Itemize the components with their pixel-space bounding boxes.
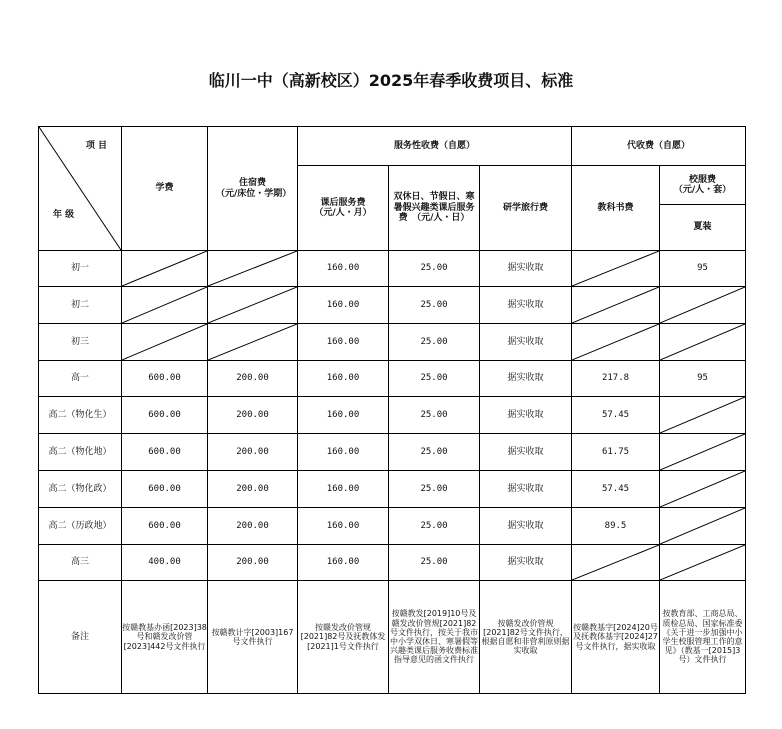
holiday-fee-cell: 25.00 [389, 324, 480, 361]
lodging-cell: 200.00 [208, 361, 298, 397]
textbook-header: 教科书费 [572, 166, 660, 251]
agency-fee-group-header: 代收费（自愿） [572, 127, 746, 166]
empty-cell-slash [572, 324, 659, 360]
after-school-fee-cell: 160.00 [298, 471, 389, 508]
after-school-fee-cell: 160.00 [298, 434, 389, 471]
tuition-cell: 600.00 [122, 508, 208, 545]
tuition-cell: 600.00 [122, 471, 208, 508]
tuition-cell: 600.00 [122, 397, 208, 434]
tuition-cell [122, 251, 208, 287]
empty-cell-slash [208, 324, 297, 360]
holiday-fee-cell: 25.00 [389, 287, 480, 324]
empty-cell-slash [208, 251, 297, 286]
study-trip-cell: 据实收取 [480, 324, 572, 361]
textbook-fee-cell [572, 287, 660, 324]
table-row [39, 287, 746, 324]
empty-cell-slash [660, 287, 745, 323]
textbook-fee-cell [572, 324, 660, 361]
table-row [39, 434, 746, 471]
table-row [39, 471, 746, 508]
holiday-fee-cell: 25.00 [389, 251, 480, 287]
after-school-remark: 按赣发改价管规[2021]82号及抚教体发[2021]1号文件执行 [298, 581, 389, 694]
holiday-fee-cell: 25.00 [389, 471, 480, 508]
textbook-fee-cell [572, 251, 660, 287]
study-trip-header: 研学旅行费 [480, 166, 572, 251]
after-school-fee-cell: 160.00 [298, 545, 389, 581]
tuition-cell: 600.00 [122, 434, 208, 471]
uniform-fee-cell: 95 [660, 251, 746, 287]
grade-cell: 高二（物化地） [39, 434, 122, 471]
study-trip-remark: 按赣发改价管规[2021]82号文件执行，根据自愿和非营利原则据实收取 [480, 581, 572, 694]
study-trip-cell: 据实收取 [480, 397, 572, 434]
after-school-fee-header: 课后服务费 （元/人・月） [298, 166, 389, 251]
textbook-fee-cell: 89.5 [572, 508, 660, 545]
empty-cell-slash [660, 397, 745, 433]
empty-cell-slash [660, 471, 745, 507]
corner-diagonal-line [39, 127, 121, 250]
lodging-cell [208, 324, 298, 361]
study-trip-cell: 据实收取 [480, 545, 572, 581]
lodging-cell: 200.00 [208, 397, 298, 434]
holiday-fee-cell: 25.00 [389, 361, 480, 397]
tuition-cell [122, 287, 208, 324]
after-school-fee-cell: 160.00 [298, 508, 389, 545]
empty-cell-slash [208, 287, 297, 323]
table-row [39, 361, 746, 397]
empty-cell-slash [572, 545, 659, 580]
uniform-fee-cell [660, 397, 746, 434]
study-trip-cell: 据实收取 [480, 434, 572, 471]
table-row [39, 251, 746, 287]
holiday-fee-cell: 25.00 [389, 434, 480, 471]
remarks-label: 备注 [39, 581, 122, 694]
table-row [39, 508, 746, 545]
holiday-fee-header: 双休日、节假日、寒暑假兴趣类课后服务费 （元/人・日） [389, 166, 480, 251]
textbook-fee-cell: 57.45 [572, 397, 660, 434]
grade-cell: 初三 [39, 324, 122, 361]
empty-cell-slash [572, 287, 659, 323]
textbook-fee-cell [572, 545, 660, 581]
lodging-cell: 200.00 [208, 434, 298, 471]
empty-cell-slash [572, 251, 659, 286]
study-trip-cell: 据实收取 [480, 508, 572, 545]
holiday-fee-cell: 25.00 [389, 397, 480, 434]
uniform-fee-cell [660, 508, 746, 545]
grade-cell: 初一 [39, 251, 122, 287]
after-school-fee-cell: 160.00 [298, 397, 389, 434]
fee-table [38, 126, 746, 694]
empty-cell-slash [122, 251, 207, 286]
holiday-remark: 按赣教发[2019]10号及赣发改价管规[2021]82号文件执行，按关于我市中小学双休日、寒暑假等兴趣类课后服务收费标准指导意见的函文件执行 [389, 581, 480, 694]
uniform-fee-cell [660, 434, 746, 471]
study-trip-cell: 据实收取 [480, 287, 572, 324]
after-school-fee-cell: 160.00 [298, 324, 389, 361]
study-trip-cell: 据实收取 [480, 471, 572, 508]
lodging-cell: 200.00 [208, 545, 298, 581]
grade-cell: 高二（物化政） [39, 471, 122, 508]
lodging-remark: 按赣教计字[2003]167号文件执行 [208, 581, 298, 694]
lodging-cell: 200.00 [208, 471, 298, 508]
tuition-header: 学费 [122, 127, 208, 251]
after-school-fee-cell: 160.00 [298, 361, 389, 397]
corner-grade-label: 年 级 [53, 209, 75, 220]
textbook-remark: 按赣教基字[2024]20号及抚教体基字[2024]27号文件执行，据实收取 [572, 581, 660, 694]
empty-cell-slash [122, 324, 207, 360]
uniform-fee-cell [660, 324, 746, 361]
holiday-fee-cell: 25.00 [389, 545, 480, 581]
empty-cell-slash [660, 508, 745, 544]
uniform-remark: 按教育部、工商总局、质检总局、国家标准委《关于进一步加强中小学生校服管理工作的意见》（教基一[2015]3号）文件执行 [660, 581, 746, 694]
summer-uniform-header: 夏装 [660, 205, 746, 251]
uniform-header: 校服费 （元/人・套） [660, 166, 746, 205]
service-fee-group-header: 服务性收费（自愿） [298, 127, 572, 166]
empty-cell-slash [660, 324, 745, 360]
table-row [39, 324, 746, 361]
uniform-fee-cell [660, 545, 746, 581]
tuition-cell: 400.00 [122, 545, 208, 581]
grade-cell: 高二（历政地） [39, 508, 122, 545]
table-row [39, 545, 746, 581]
textbook-fee-cell: 61.75 [572, 434, 660, 471]
corner-header-cell [39, 127, 122, 251]
holiday-fee-cell: 25.00 [389, 508, 480, 545]
uniform-fee-cell: 95 [660, 361, 746, 397]
lodging-cell [208, 287, 298, 324]
remarks-row [39, 581, 746, 694]
after-school-fee-cell: 160.00 [298, 251, 389, 287]
grade-cell: 高三 [39, 545, 122, 581]
empty-cell-slash [660, 545, 745, 580]
lodging-cell [208, 251, 298, 287]
uniform-fee-cell [660, 287, 746, 324]
tuition-cell [122, 324, 208, 361]
textbook-fee-cell: 217.8 [572, 361, 660, 397]
study-trip-cell: 据实收取 [480, 251, 572, 287]
tuition-cell: 600.00 [122, 361, 208, 397]
grade-cell: 高二（物化生） [39, 397, 122, 434]
document-title: 临川一中（高新校区）2025年春季收费项目、标准 [208, 71, 574, 90]
tuition-remark: 按赣教基办函[2023]38号和赣发改价管[2023]442号文件执行 [122, 581, 208, 694]
empty-cell-slash [122, 287, 207, 323]
after-school-fee-cell: 160.00 [298, 287, 389, 324]
uniform-fee-cell [660, 471, 746, 508]
textbook-fee-cell: 57.45 [572, 471, 660, 508]
grade-cell: 初二 [39, 287, 122, 324]
corner-item-label: 项 目 [85, 141, 107, 151]
lodging-cell: 200.00 [208, 508, 298, 545]
study-trip-cell: 据实收取 [480, 361, 572, 397]
empty-cell-slash [660, 434, 745, 470]
lodging-header: 住宿费 （元/床位・学期） [208, 127, 298, 251]
table-row [39, 397, 746, 434]
grade-cell: 高一 [39, 361, 122, 397]
